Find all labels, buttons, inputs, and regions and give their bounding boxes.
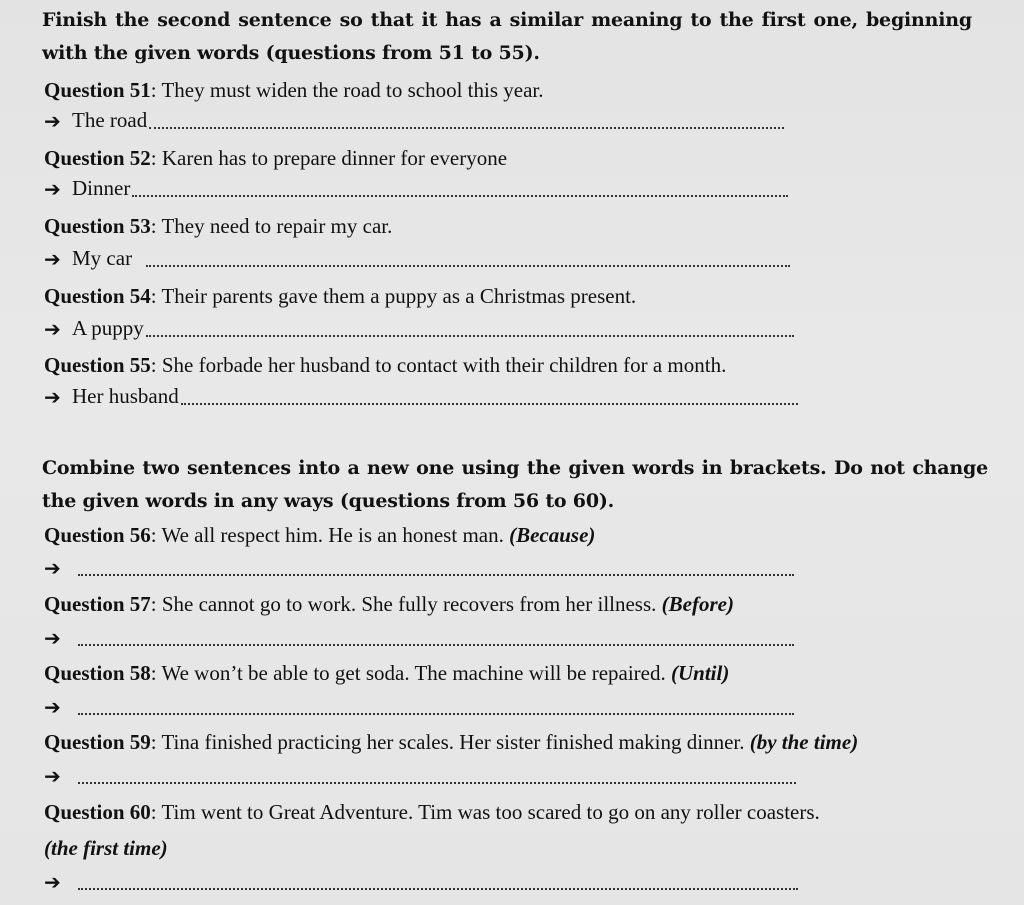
- answer-54[interactable]: [44, 316, 794, 341]
- question-text: : Their parents gave them a puppy as a Christmas present.: [150, 284, 637, 308]
- answer-blank[interactable]: [146, 334, 794, 337]
- answer-52[interactable]: [44, 176, 788, 201]
- question-text: : They must widen the road to school this year.: [150, 78, 544, 102]
- answer-57[interactable]: [44, 626, 794, 650]
- arrow-icon: ➔: [44, 764, 61, 788]
- answer-56[interactable]: [44, 556, 794, 580]
- answer-51[interactable]: [44, 108, 784, 133]
- bracket-hint: (by the time): [749, 730, 859, 754]
- answer-blank[interactable]: [132, 194, 788, 197]
- arrow-icon: ➔: [44, 626, 61, 650]
- answer-60[interactable]: [44, 870, 798, 894]
- answer-prompt: Her husband: [72, 384, 179, 408]
- question-text: : Karen has to prepare dinner for everyone: [150, 146, 508, 170]
- answer-prompt: Dinner: [72, 176, 131, 200]
- question-label: Question 51: [44, 78, 151, 102]
- question-60: [44, 800, 820, 825]
- question-label: Question 60: [44, 800, 151, 824]
- bracket-hint: (the first time): [44, 836, 168, 860]
- answer-59[interactable]: [44, 764, 796, 788]
- question-53: [44, 214, 392, 239]
- arrow-icon: ➔: [44, 317, 61, 341]
- answer-blank[interactable]: [149, 126, 784, 129]
- question-text: : She cannot go to work. She fully recovers from her illness.: [150, 592, 662, 616]
- arrow-icon: ➔: [44, 247, 61, 271]
- question-text: : Tina finished practicing her scales. Her sister finished making dinner.: [150, 730, 750, 754]
- answer-58[interactable]: [44, 695, 794, 719]
- arrow-icon: ➔: [44, 177, 61, 201]
- answer-prompt: A puppy: [72, 316, 144, 340]
- question-label: Question 56: [44, 523, 151, 547]
- arrow-icon: ➔: [44, 695, 61, 719]
- question-label: Question 58: [44, 661, 151, 685]
- arrow-icon: ➔: [44, 385, 61, 409]
- arrow-icon: ➔: [44, 109, 61, 133]
- answer-blank[interactable]: [78, 887, 798, 890]
- question-text: : We all respect him. He is an honest man.: [150, 523, 510, 547]
- question-text: : Tim went to Great Adventure. Tim was too scared to go on any roller coasters.: [150, 800, 820, 824]
- question-56: [44, 523, 595, 548]
- bracket-hint: (Because): [509, 523, 596, 547]
- answer-55[interactable]: [44, 384, 798, 409]
- question-60-hint-line: [44, 836, 168, 861]
- question-text: : They need to repair my car.: [150, 214, 393, 238]
- question-label: Question 52: [44, 146, 151, 170]
- question-51: [44, 78, 543, 103]
- section2-instruction: Combine two sentences into a new one using the given words in brackets. Do not change the given words in any ways (questions from 56 to 60).: [42, 457, 988, 512]
- question-55: [44, 353, 726, 378]
- bracket-hint: (Until): [671, 661, 730, 685]
- answer-53[interactable]: [44, 246, 790, 271]
- answer-blank[interactable]: [78, 781, 796, 784]
- answer-blank[interactable]: [78, 643, 794, 646]
- arrow-icon: ➔: [44, 870, 61, 894]
- question-label: Question 59: [44, 730, 151, 754]
- arrow-icon: ➔: [44, 556, 61, 580]
- bracket-hint: (Before): [661, 592, 734, 616]
- question-52: [44, 146, 507, 171]
- question-58: [44, 661, 729, 686]
- question-57: [44, 592, 734, 617]
- question-text: : She forbade her husband to contact with their children for a month.: [150, 353, 727, 377]
- question-label: Question 54: [44, 284, 151, 308]
- answer-prompt: My car: [72, 246, 133, 270]
- answer-blank[interactable]: [78, 712, 794, 715]
- section1-instruction: Finish the second sentence so that it has a similar meaning to the first one, beginning with the given words (questions from 51 to 55).: [42, 9, 972, 64]
- answer-blank[interactable]: [146, 264, 790, 267]
- question-54: [44, 284, 636, 309]
- question-text: : We won’t be able to get soda. The machine will be repaired.: [150, 661, 671, 685]
- answer-blank[interactable]: [181, 402, 798, 405]
- question-label: Question 57: [44, 592, 151, 616]
- answer-prompt: The road: [72, 108, 148, 132]
- question-label: Question 53: [44, 214, 151, 238]
- question-label: Question 55: [44, 353, 151, 377]
- answer-blank[interactable]: [78, 573, 794, 576]
- question-59: [44, 730, 858, 755]
